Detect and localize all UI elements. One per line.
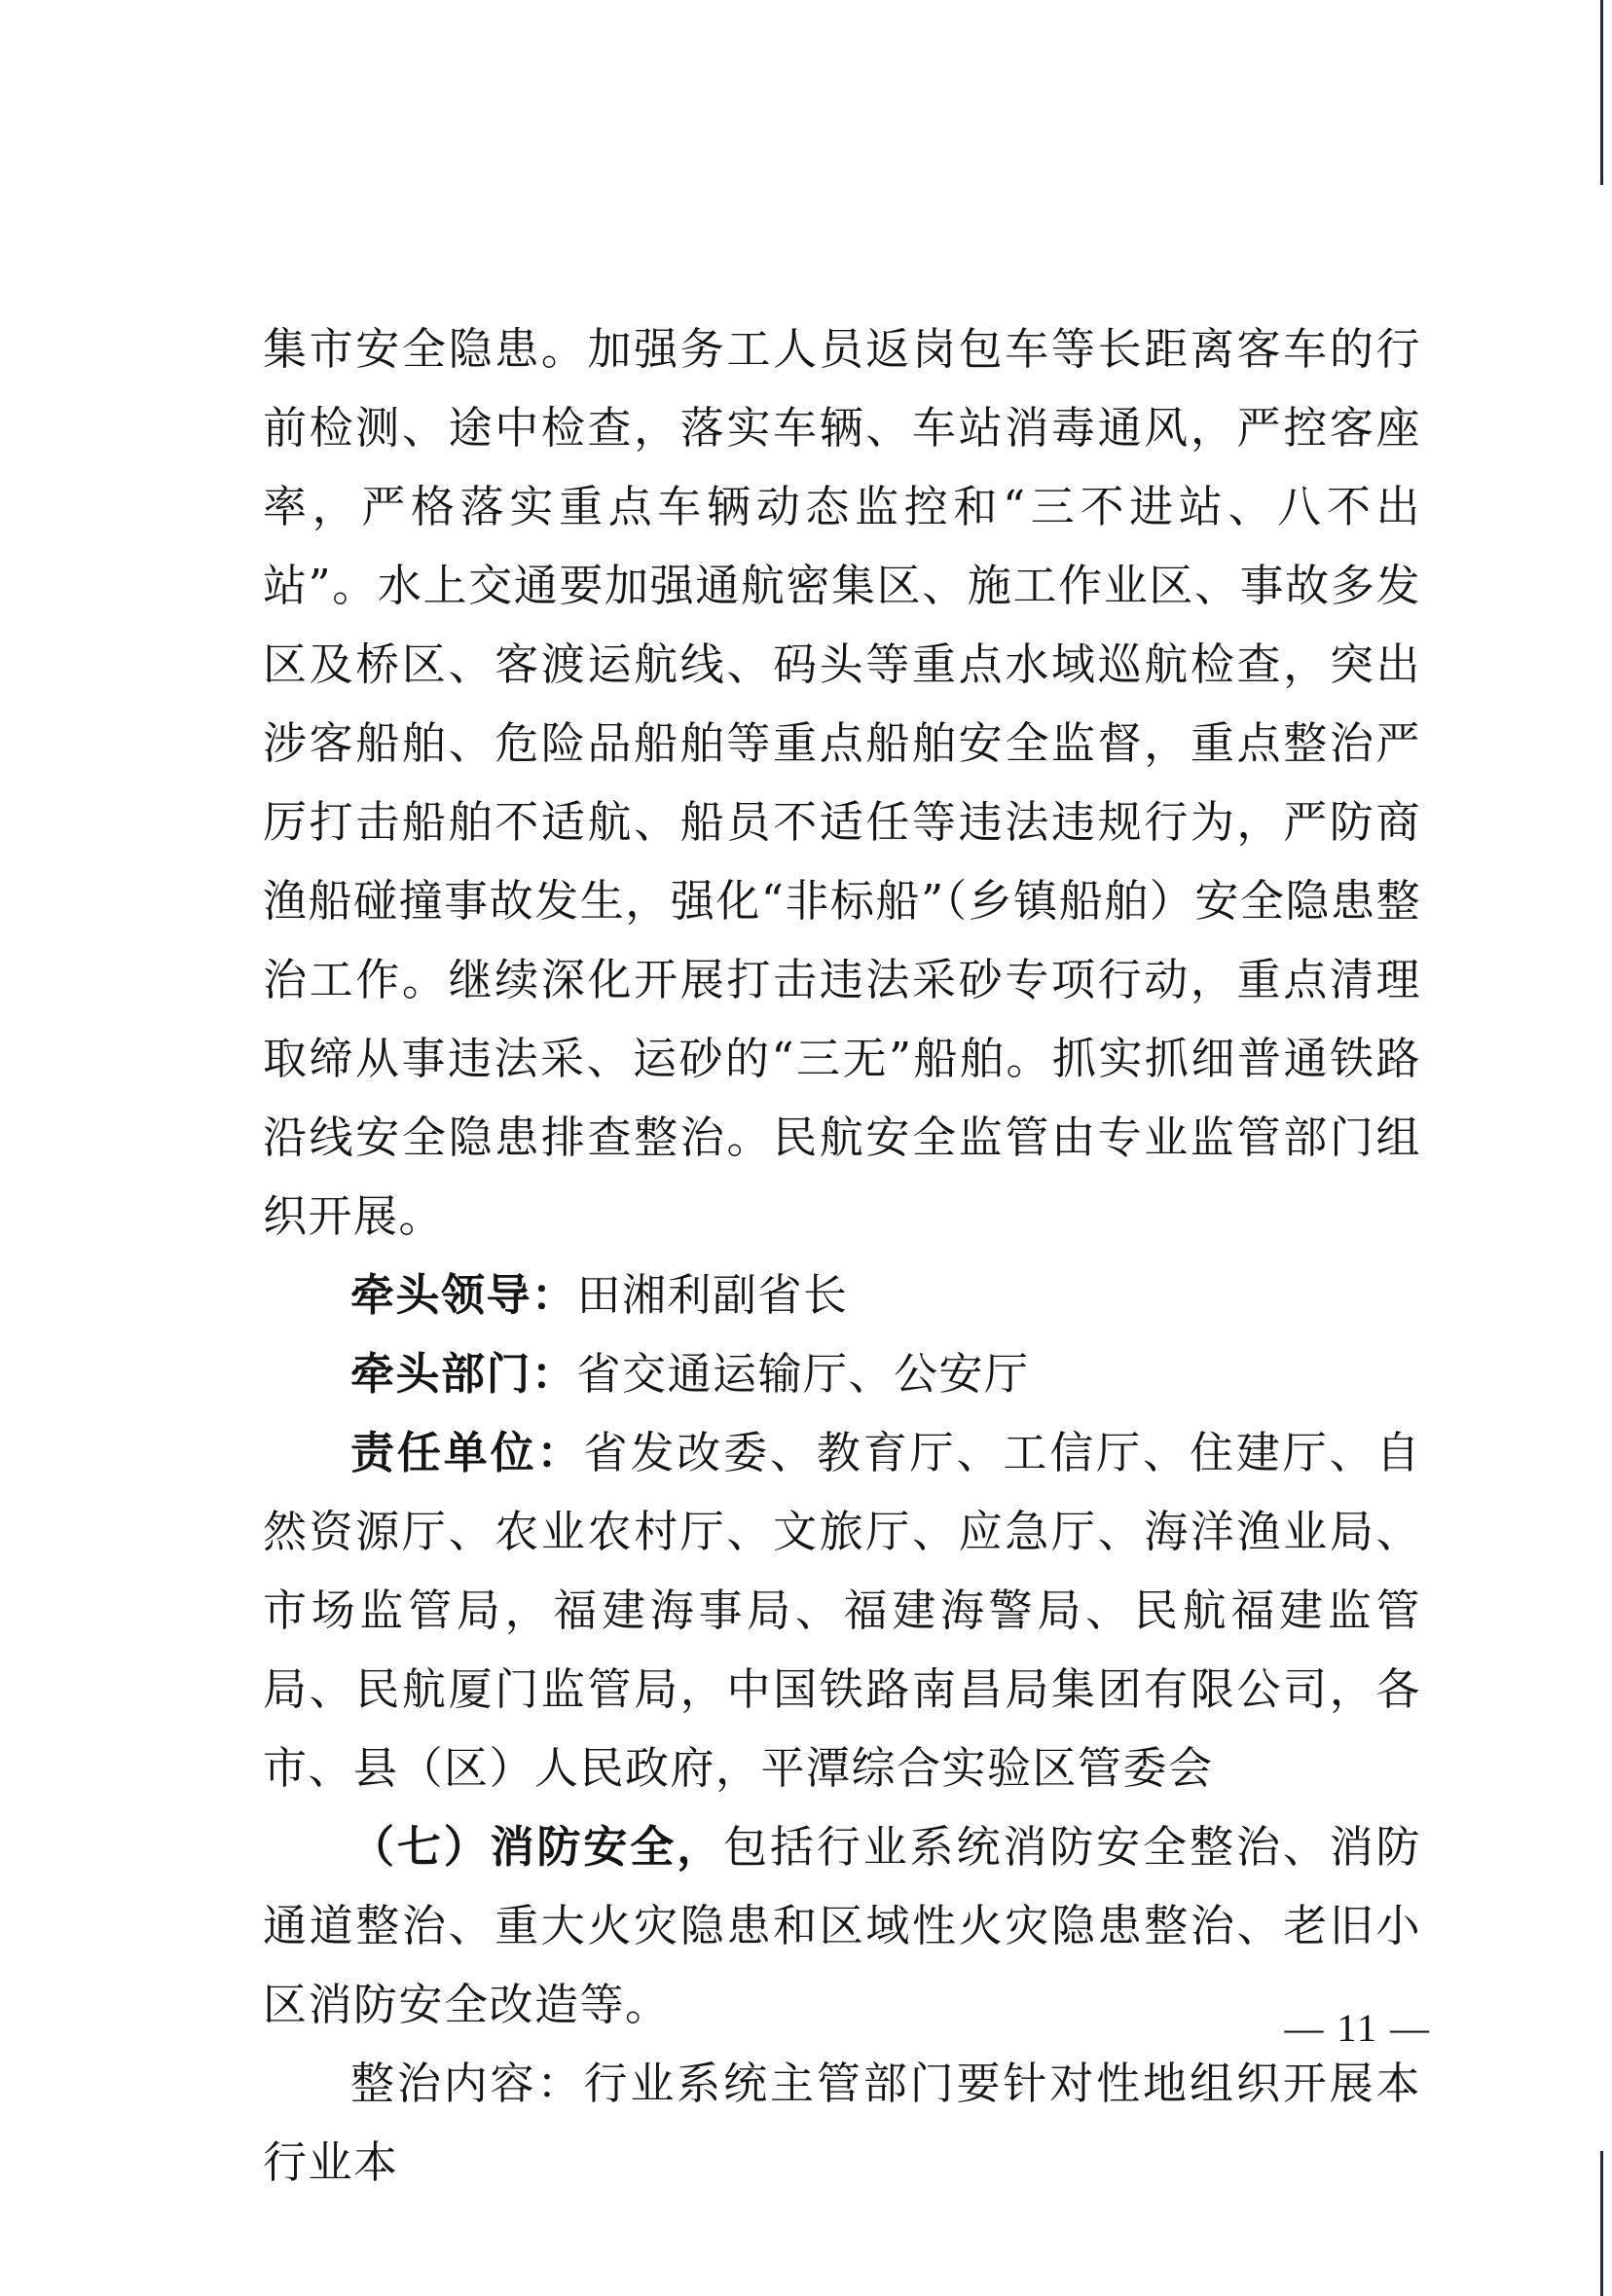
rectification-content-value: 行业系统主管部门要针对性地组织开展本行业本 (263, 2058, 1421, 2188)
rectification-content-line (263, 2044, 1421, 2202)
responsible-units-line (263, 1413, 1421, 1807)
section-fire-safety-heading: （七）消防安全， (350, 1821, 724, 1873)
paragraph-traffic-safety: 集市安全隐患。加强务工人员返岗包车等长距离客车的行前检测、途中检查，落实车辆、车站消毒通风，严控客座率，严格落实重点车辆动态监控和“三不进站、八不出站”。水上交通要加强通航密集区、施工作业区、事故多发区及桥区、客渡运航线、码头等重点水域巡航检查，突出涉客船舶、危险品船舶等重点船舶安全监督，重点整治严厉打击船舶不适航、船员不适任等违法违规行为，严防商渔船碰撞事故发生，强化“非标船”（乡镇船舶）安全隐患整治工作。继续深化开展打击违法采砂专项行动，重点清理取缔从事违法采、运砂的“三无”船舶。抓实抓细普通铁路沿线安全隐患排查整治。民航安全监管由专业监管部门组织开展。 (263, 323, 1421, 1242)
section-fire-safety-text: 包括行业系统消防安全整治、消防通道整治、重大火灾隐患和区域性火灾隐患整治、老旧小区消防安全改造等。 (263, 1821, 1421, 2030)
lead-leader-label: 牵头领导： (350, 1269, 577, 1321)
lead-department-value: 省交通运输厅、公安厅 (576, 1348, 1030, 1400)
lead-leader-value: 田湘利副省长 (576, 1269, 849, 1321)
responsible-units-value: 省发改委、教育厅、工信厅、住建厅、自然资源厅、农业农村厅、文旅厅、应急厅、海洋渔业局、市场监管局，福建海事局、福建海警局、民航福建监管局、民航厦门监管局，中国铁路南昌局集团有限公司，各市、县（区）人民政府，平潭综合实验区管委会 (263, 1427, 1421, 1794)
scan-edge-bottom (1600, 2151, 1603, 2296)
rectification-content-label: 整治内容： (350, 2058, 584, 2109)
scan-edge-top (1600, 0, 1603, 185)
document-body (263, 310, 1421, 2202)
lead-leader-line (263, 1256, 1421, 1334)
responsible-units-label: 责任单位： (350, 1427, 584, 1478)
lead-department-label: 牵头部门： (350, 1348, 577, 1400)
page-number: — 11 — (1284, 2006, 1431, 2050)
section-fire-safety (263, 1807, 1421, 2044)
lead-department-line (263, 1334, 1421, 1413)
